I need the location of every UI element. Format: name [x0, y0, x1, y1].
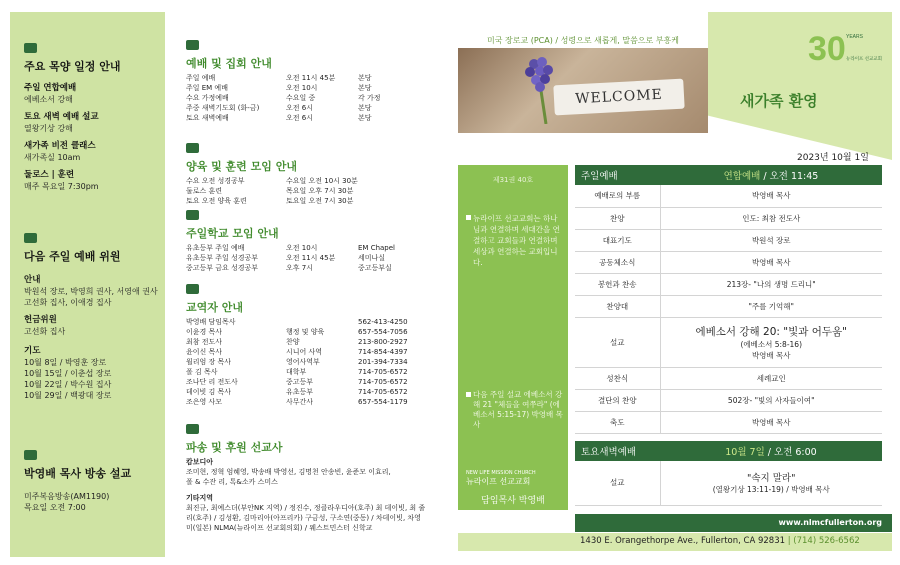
- school-section: [186, 204, 451, 273]
- section-icon: [24, 450, 37, 460]
- svg-text:뉴라이프 선교교회: 뉴라이프 선교교회: [846, 56, 883, 61]
- cell: [286, 317, 358, 327]
- svg-text:30: 30: [808, 30, 846, 64]
- hyacinth-icon: [518, 54, 558, 124]
- list-item: [186, 186, 451, 196]
- list-item: [186, 327, 451, 337]
- sunday-order-table: [575, 185, 882, 434]
- prayer-item: 10월 15일 / 이춘섭 장로: [24, 369, 112, 378]
- church-name-ko: 뉴라이프 선교교회: [466, 477, 531, 486]
- cell: 오전 6시: [286, 114, 313, 122]
- schedule-item-sub: 매주 목요일 7:30pm: [24, 182, 99, 191]
- info-column: [458, 165, 568, 510]
- other-list: 최진규, 최예스더(부안NK 지역) / 정진수, 정클라우디아(호주) 최 데이빗, 최 줄리(호주) / 김성환, 김마리아(아프리카) 구금성, 구소연(중동) / 차데이빗, 차영미(일본) NLMA(뉴라이프 선교회의회) / 웨스트민스터 신학교: [186, 504, 426, 532]
- list-item: [186, 83, 451, 93]
- section-icon: [186, 210, 199, 220]
- row-label: 결단의 찬양: [575, 389, 660, 411]
- list-item: [186, 317, 451, 327]
- sat-sermon-ref: (열왕기상 13:11-19) / 박영배 목사: [712, 485, 830, 495]
- training-section: [186, 137, 451, 206]
- row-label: 성찬식: [575, 367, 660, 389]
- sunday-label: 주일예배: [581, 171, 618, 182]
- list-item: [186, 357, 451, 367]
- staff-section: [186, 278, 451, 407]
- saturday-order-table: [575, 461, 882, 506]
- schedule-item-head: 새가족 비전 클래스: [24, 141, 96, 151]
- cell: 주일 예배: [186, 74, 216, 82]
- welcome-photo: [458, 48, 708, 133]
- cell: 둘로스 훈련: [186, 187, 223, 195]
- next-sermon: 다음 주일 설교 에베소서 강해 21 "체들을 여쭈라" (에베소서 5:15-17) 박영배 목사: [473, 390, 563, 429]
- mission-title: 파송 및 후원 선교사: [186, 441, 283, 454]
- senior-pastor: 담임목사 박영배: [481, 496, 545, 506]
- cell: 세미나실: [358, 254, 386, 262]
- saturday-header: [575, 441, 882, 461]
- cell: 오전 11시 45분: [286, 74, 336, 82]
- cell: 조은영 사모: [186, 398, 223, 406]
- row-label: 설교: [575, 461, 660, 505]
- sat-sermon-title: "속지 말라": [747, 473, 796, 485]
- page-title: 새가족 환영: [740, 92, 818, 110]
- list-item: [186, 243, 451, 253]
- cell: 찬양: [286, 338, 300, 346]
- broadcast-time: 목요일 오전 7:00: [24, 503, 86, 512]
- welcome-sign: WELCOME: [553, 79, 684, 116]
- schedule-title: 주요 목양 일정 안내: [24, 60, 121, 73]
- section-icon: [24, 43, 37, 53]
- bullet-icon: [466, 215, 471, 220]
- list-item: [186, 113, 451, 123]
- committee-section: [24, 227, 164, 401]
- section-icon: [186, 424, 199, 434]
- row-label: 봉헌과 찬송: [575, 273, 660, 295]
- cell: 윤이신 목사: [186, 348, 223, 356]
- vision-statement: 뉴라이프 선교교회는 하나님과 연결하며 세대간을 연결하고 교회들과 연결하며 세상과 연결하는 교회입니다.: [473, 214, 560, 267]
- cell: 562-413-4250: [358, 318, 408, 326]
- church-logo: [466, 470, 566, 487]
- cell: 중고등부실: [358, 264, 392, 272]
- mission-section: [186, 418, 451, 533]
- row-value: 박영배 목사: [660, 411, 882, 433]
- row-label: 예배로의 부름: [575, 185, 660, 207]
- cell: 657-554-1179: [358, 398, 408, 406]
- cell: 최참 전도사: [186, 338, 223, 346]
- sunday-header: [575, 165, 882, 185]
- list-item: [186, 347, 451, 357]
- cell: 714-705-6572: [358, 368, 408, 376]
- row-value: 213장- "나의 생명 드리니": [660, 273, 882, 295]
- row-label: 공동체소식: [575, 251, 660, 273]
- cell: 657-554-7056: [358, 328, 408, 336]
- schedule-item-sub: 새가족실 10am: [24, 153, 81, 162]
- row-label: 찬양대: [575, 295, 660, 317]
- cell: 본당: [358, 114, 372, 122]
- issue-number: 제31권 40호: [492, 176, 534, 184]
- row-value: 박영배 목사: [660, 251, 882, 273]
- worship-section: [186, 34, 451, 123]
- cell: 오전 6시: [286, 104, 313, 112]
- row-value: 502장- "빛의 사자들이여": [660, 389, 882, 411]
- left-panel: [10, 12, 165, 557]
- table-row: [575, 411, 882, 433]
- cell: 수요 가정예배: [186, 94, 229, 102]
- cell: 714-854-4397: [358, 348, 408, 356]
- cell: 윌리엄 장 목사: [186, 358, 232, 366]
- cell: 박영배 담임목사: [186, 318, 236, 326]
- list-item: [186, 387, 451, 397]
- schedule-item-sub: 에베소서 강해: [24, 95, 73, 104]
- other-head: 기타지역: [186, 494, 214, 502]
- list-item: [186, 253, 451, 263]
- cell: 폴 김 목사: [186, 368, 218, 376]
- website-link[interactable]: www.nlmcfullerton.org: [778, 518, 882, 527]
- cell: 수요일 중: [286, 94, 316, 102]
- cell: 주중 새벽기도회 (화-금): [186, 104, 260, 112]
- list-item: [186, 377, 451, 387]
- prayer-head: 기도: [24, 346, 41, 356]
- cell: 목요일 오후 7시 30분: [286, 187, 354, 195]
- list-item: [186, 103, 451, 113]
- cell: 본당: [358, 104, 372, 112]
- schedule-item-head: 주일 연합예배: [24, 83, 77, 93]
- cell: 오전 11시 45분: [286, 254, 336, 262]
- guide-head: 안내: [24, 275, 41, 285]
- table-row: [575, 367, 882, 389]
- cell: 본당: [358, 84, 372, 92]
- sunday-time: / 오전 11:45: [763, 171, 819, 182]
- row-value: 박영배 목사: [660, 185, 882, 207]
- section-icon: [186, 143, 199, 153]
- prayer-item: 10월 22일 / 박수원 집사: [24, 380, 112, 389]
- table-row: [575, 295, 882, 317]
- list-item: [186, 367, 451, 377]
- cell: 사무간사: [286, 398, 314, 406]
- cell: 오전 10시: [286, 84, 318, 92]
- table-row: [575, 317, 882, 367]
- tagline: 미국 장로교 (PCA) / 성령으로 새롭게, 말씀으로 부흥케: [487, 36, 679, 45]
- prayer-item: 10월 8일 / 박영훈 장로: [24, 358, 107, 367]
- worship-title: 예배 및 집회 안내: [186, 57, 272, 70]
- row-label: 축도: [575, 411, 660, 433]
- guide-names: 박원석 장로, 박영희 권사, 서영애 권사 고선화 집사, 이애경 집사: [24, 287, 158, 307]
- school-title: 주일학교 모임 안내: [186, 227, 279, 240]
- list-item: [186, 93, 451, 103]
- list-item: [186, 263, 451, 273]
- row-value: "주를 기억해": [660, 295, 882, 317]
- anniversary-logo-icon: [806, 28, 886, 64]
- table-row: [575, 273, 882, 295]
- cell: 대학부: [286, 368, 307, 376]
- cell: 토요 오전 양육 훈련: [186, 197, 247, 205]
- bulletin-date: 2023년 10월 1일: [797, 153, 869, 163]
- list-item: [186, 397, 451, 407]
- broadcast-title: 박영배 목사 방송 설교: [24, 467, 132, 480]
- table-row: [575, 389, 882, 411]
- cell: 중고등부: [286, 378, 314, 386]
- cambodia-list: 조미현, 정혁 엄혜영, 박송배 박영선, 김명천 안송빈, 윤준모 이효리, 폴 & 수잔 리, 톡&소카 스미스: [186, 468, 391, 486]
- broadcast-section: [24, 444, 164, 513]
- cell: 오후 7시: [286, 264, 313, 272]
- table-row: [575, 251, 882, 273]
- cell: 유초등부 주일 성경공부: [186, 254, 259, 262]
- row-label: 대표기도: [575, 229, 660, 251]
- table-row: [575, 461, 882, 505]
- cell: EM Chapel: [358, 244, 395, 252]
- cell: 이윤경 목사: [186, 328, 223, 336]
- table-row: [575, 207, 882, 229]
- list-item: [186, 73, 451, 83]
- schedule-item-head: 둘로스 | 훈련: [24, 170, 75, 180]
- cell: 본당: [358, 74, 372, 82]
- svg-text:YEARS: YEARS: [846, 34, 863, 40]
- table-row: [575, 229, 882, 251]
- section-icon: [186, 284, 199, 294]
- cell: 조나단 리 전도사: [186, 378, 238, 386]
- cell: 수요 오전 성경공부: [186, 177, 245, 185]
- row-value: 박원석 장로: [660, 229, 882, 251]
- row-value: 인도: 최참 전도사: [660, 207, 882, 229]
- saturday-label: 토요새벽예배: [581, 447, 637, 458]
- cell: 714-705-6572: [358, 388, 408, 396]
- schedule-item-head: 토요 새벽 예배 설교: [24, 112, 99, 122]
- list-item: [186, 337, 451, 347]
- staff-title: 교역자 안내: [186, 301, 243, 314]
- cell: 토요일 오전 7시 30분: [286, 197, 354, 205]
- saturday-mid: 10월 7일: [725, 447, 765, 458]
- church-name-en: NEW LIFE MISSION CHURCH: [466, 470, 536, 476]
- cell: 데이빗 김 목사: [186, 388, 232, 396]
- cell: 201-394-7334: [358, 358, 408, 366]
- cambodia-head: 캄보디아: [186, 458, 214, 466]
- schedule-item-sub: 열왕기상 강해: [24, 124, 73, 133]
- sermon-title: 에베소서 강해 20: "빛과 어두움": [695, 325, 847, 338]
- list-item: [186, 176, 451, 186]
- cell: 중고등부 금요 성경공부: [186, 264, 259, 272]
- table-row: [575, 185, 882, 207]
- address-text: 1430 E. Orangethorpe Ave., Fullerton, CA 92831: [580, 536, 786, 546]
- broadcast-station: 미주복음방송(AM1190): [24, 492, 110, 501]
- prayer-item: 10월 29일 / 백광대 장로: [24, 391, 112, 400]
- bullet-icon: [466, 392, 471, 397]
- cell: 토요 새벽예배: [186, 114, 229, 122]
- cell: 주일 EM 예배: [186, 84, 228, 92]
- cell: 213-800-2927: [358, 338, 408, 346]
- cell: 영어사역부: [286, 358, 320, 366]
- cell: 714-705-6572: [358, 378, 408, 386]
- row-label: 설교: [575, 317, 660, 367]
- offering-head: 헌금위원: [24, 315, 57, 325]
- section-icon: [186, 40, 199, 50]
- section-icon: [24, 233, 37, 243]
- training-title: 양육 및 훈련 모임 안내: [186, 160, 297, 173]
- committee-title: 다음 주일 예배 위원: [24, 250, 121, 263]
- saturday-time: / 오전 6:00: [767, 447, 817, 458]
- cell: 시니어 사역: [286, 348, 323, 356]
- schedule-section: [24, 37, 164, 192]
- sunday-mid: 연합예배: [723, 171, 761, 182]
- cell: 각 가정: [358, 94, 381, 102]
- address: [580, 536, 860, 546]
- cell: 유초등부: [286, 388, 314, 396]
- sermon-ref: (에베소서 5:8-16): [740, 339, 803, 349]
- row-label: 찬양: [575, 207, 660, 229]
- cell: 유초등부 주일 예배: [186, 244, 245, 252]
- cell: 수요일 오전 10시 30분: [286, 177, 358, 185]
- website-bar: [575, 514, 892, 532]
- phone-text: | (714) 526-6562: [787, 536, 860, 546]
- sermon-pastor: 박영배 목사: [751, 350, 791, 360]
- offering-names: 고선화 집사: [24, 327, 66, 336]
- cell: 행정 및 양육: [286, 328, 325, 336]
- cell: 오전 10시: [286, 244, 318, 252]
- row-value: 세례교인: [660, 367, 882, 389]
